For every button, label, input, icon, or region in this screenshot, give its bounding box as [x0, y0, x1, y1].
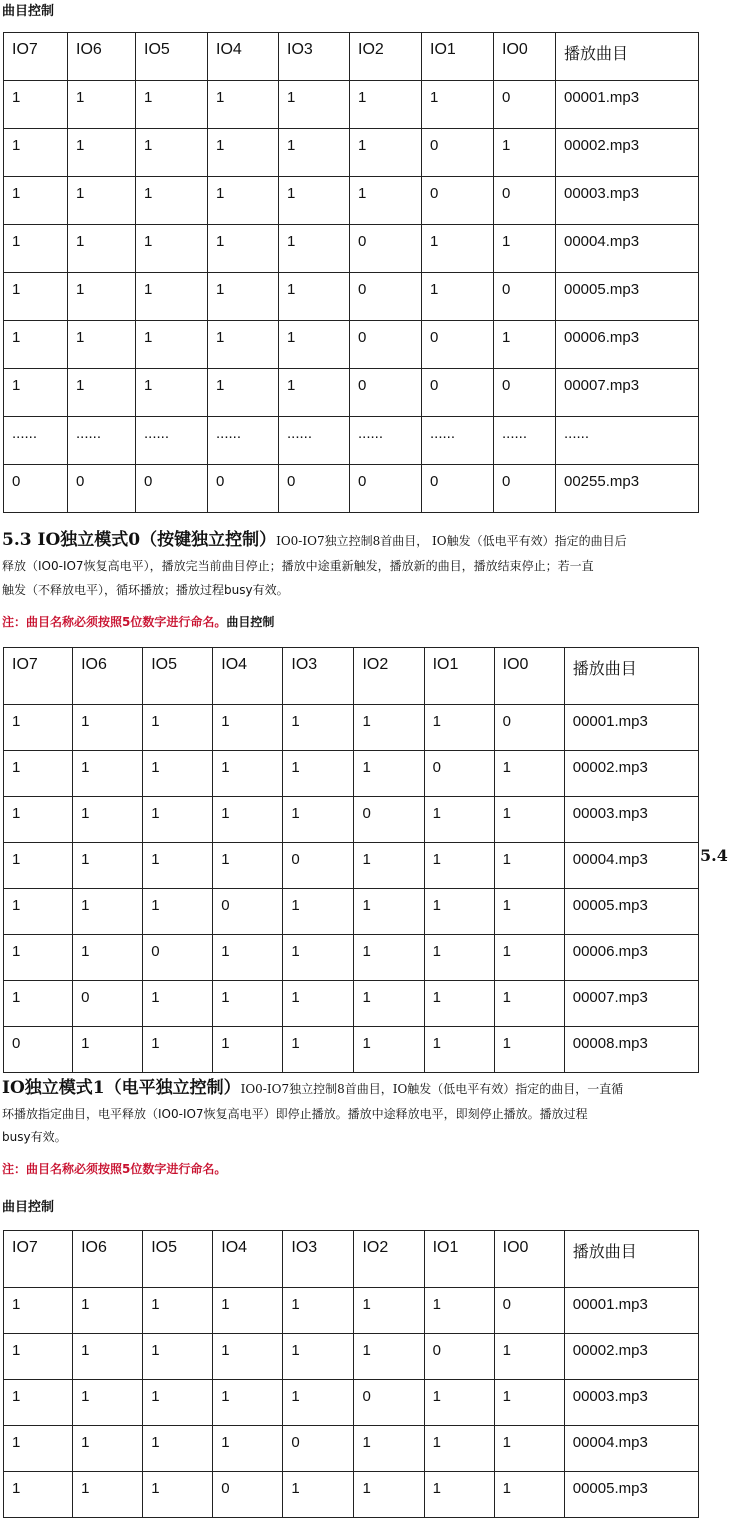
io-level-cell: 1 — [424, 1426, 494, 1472]
io-level-cell: 1 — [143, 705, 213, 751]
io-level-cell: 0 — [283, 1426, 354, 1472]
io-level-cell: 1 — [143, 1288, 213, 1334]
io-level-cell: 1 — [494, 797, 564, 843]
io-level-cell: 1 — [143, 1472, 213, 1518]
section-5-3-note: 注：曲目名称必须按照5位数字进行命名。 — [2, 615, 227, 629]
table-row — [4, 751, 699, 797]
io-level-cell: 0 — [424, 751, 494, 797]
io-level-cell: 0 — [494, 705, 564, 751]
io-level-cell: 1 — [136, 177, 208, 225]
io-level-cell: 0 — [354, 797, 424, 843]
io-level-cell: 1 — [73, 889, 143, 935]
io-level-cell: 1 — [73, 1288, 143, 1334]
io-level-cell: 1 — [68, 273, 136, 321]
table-row — [4, 177, 699, 225]
io-level-cell: 1 — [73, 1027, 143, 1073]
io-level-cell: 1 — [213, 935, 283, 981]
track-file-cell: 00002.mp3 — [564, 1334, 698, 1380]
io-level-cell: 1 — [279, 273, 350, 321]
io-level-cell: 1 — [350, 129, 422, 177]
table-row — [4, 1027, 699, 1073]
io-level-cell: 1 — [494, 1472, 564, 1518]
io-level-cell: 0 — [494, 273, 556, 321]
io-level-cell: 1 — [4, 1380, 73, 1426]
io-level-cell: 0 — [422, 177, 494, 225]
table-row — [4, 225, 699, 273]
io-level-cell: 1 — [424, 705, 494, 751]
track-file-cell: 00005.mp3 — [564, 1472, 698, 1518]
table-row — [4, 935, 699, 981]
table-header-cell: IO7 — [4, 33, 68, 81]
io-level-cell: 1 — [350, 81, 422, 129]
io-level-cell: 1 — [73, 935, 143, 981]
io-level-cell: 1 — [213, 1334, 283, 1380]
io-level-cell: 1 — [354, 1288, 424, 1334]
io-level-cell: 1 — [354, 1027, 424, 1073]
io-level-cell: 1 — [136, 321, 208, 369]
table-header-cell: IO5 — [143, 648, 213, 705]
io-level-cell: 0 — [73, 981, 143, 1027]
table-row — [4, 273, 699, 321]
io-level-cell: 1 — [279, 177, 350, 225]
io-level-cell: 1 — [73, 705, 143, 751]
io-level-cell: 1 — [283, 1288, 354, 1334]
io-level-cell: ...... — [136, 417, 208, 465]
section-5-3-text-2: 释放（IO0-IO7恢复高电平），播放完当前曲目停止；播放中途重新触发，播放新的曲目，播放结束停止；若一直 — [2, 559, 594, 573]
io-level-cell: 1 — [4, 843, 73, 889]
io-level-cell: 1 — [136, 273, 208, 321]
io-level-cell: 1 — [4, 1334, 73, 1380]
io-level-cell: 1 — [4, 797, 73, 843]
io-level-cell: ...... — [350, 417, 422, 465]
track-file-cell: 00003.mp3 — [564, 1380, 698, 1426]
io-level-cell: 1 — [4, 81, 68, 129]
io-level-cell: 1 — [208, 273, 279, 321]
io-level-cell: 0 — [4, 465, 68, 513]
track-file-cell: 00004.mp3 — [564, 843, 698, 889]
io-level-cell: 1 — [283, 1334, 354, 1380]
io-level-cell: 1 — [283, 1472, 354, 1518]
io-level-cell: ...... — [279, 417, 350, 465]
io-level-cell: 1 — [68, 321, 136, 369]
io-level-cell: 1 — [424, 797, 494, 843]
io-level-cell: 0 — [208, 465, 279, 513]
io-level-cell: 1 — [354, 889, 424, 935]
io-level-cell: 1 — [208, 225, 279, 273]
io-level-cell: 1 — [73, 1334, 143, 1380]
io-level-cell: 0 — [143, 935, 213, 981]
io-level-cell: 1 — [354, 843, 424, 889]
io-level-cell: 1 — [143, 889, 213, 935]
table-header-cell: IO1 — [424, 648, 494, 705]
table-row — [4, 1472, 699, 1518]
io-level-cell: 1 — [136, 129, 208, 177]
io-level-cell: 1 — [4, 177, 68, 225]
io-level-cell: 1 — [68, 81, 136, 129]
section-5-3-note-tail: 曲目控制 — [226, 615, 275, 629]
io-level-cell: 1 — [494, 1027, 564, 1073]
table-header-cell: IO0 — [494, 1231, 564, 1288]
io-level-cell: 1 — [422, 225, 494, 273]
io-level-cell: 1 — [283, 935, 354, 981]
io-level-cell: 1 — [136, 369, 208, 417]
track-file-cell: 00005.mp3 — [564, 889, 698, 935]
table-header-cell: IO3 — [283, 1231, 354, 1288]
track-file-cell: 00255.mp3 — [556, 465, 699, 513]
io-level-cell: 1 — [494, 1426, 564, 1472]
io-level-cell: 1 — [208, 81, 279, 129]
io-level-cell: 1 — [208, 321, 279, 369]
track-file-cell: 00002.mp3 — [564, 751, 698, 797]
io-level-cell: 1 — [73, 843, 143, 889]
io-level-cell: 1 — [283, 981, 354, 1027]
section-5-4-number: 5.4 — [700, 846, 728, 865]
io-level-cell: 0 — [350, 225, 422, 273]
table-header-cell: IO2 — [354, 648, 424, 705]
io-level-cell: 1 — [283, 797, 354, 843]
table-header-cell: IO6 — [68, 33, 136, 81]
io-level-cell: 0 — [213, 1472, 283, 1518]
io-level-cell: 1 — [354, 981, 424, 1027]
io-level-cell: 1 — [143, 1334, 213, 1380]
io-level-cell: 0 — [422, 465, 494, 513]
io-level-cell: 1 — [424, 1472, 494, 1518]
io-level-cell: 1 — [279, 81, 350, 129]
io-level-cell: 0 — [422, 321, 494, 369]
table-row — [4, 81, 699, 129]
table-header-cell: 播放曲目 — [564, 1231, 698, 1288]
table-header-cell: IO5 — [143, 1231, 213, 1288]
table-row — [4, 797, 699, 843]
track-table-mode1 — [3, 1230, 699, 1518]
table-header-cell: IO4 — [213, 648, 283, 705]
section-5-4-text-1: IO0-IO7独立控制8首曲目，IO触发（低电平有效）指定的曲目，一直循 — [240, 1082, 624, 1096]
table-header-cell: IO5 — [136, 33, 208, 81]
io-level-cell: 0 — [422, 129, 494, 177]
io-level-cell: ...... — [208, 417, 279, 465]
table-header-cell: IO7 — [4, 648, 73, 705]
section-5-3-text-3: 触发（不释放电平），循环播放；播放过程busy有效。 — [2, 583, 289, 597]
io-level-cell: 1 — [143, 843, 213, 889]
io-level-cell: 0 — [350, 321, 422, 369]
table-header-cell: IO1 — [422, 33, 494, 81]
io-level-cell: 1 — [4, 225, 68, 273]
io-level-cell: 1 — [494, 1380, 564, 1426]
track-file-cell: 00003.mp3 — [556, 177, 699, 225]
io-level-cell: 1 — [494, 889, 564, 935]
io-level-cell: 1 — [143, 981, 213, 1027]
io-level-cell: 1 — [208, 369, 279, 417]
table-header-cell: IO0 — [494, 33, 556, 81]
io-level-cell: 1 — [68, 225, 136, 273]
io-level-cell: 1 — [279, 225, 350, 273]
io-level-cell: ...... — [422, 417, 494, 465]
io-level-cell: 1 — [213, 1426, 283, 1472]
io-level-cell: 1 — [73, 797, 143, 843]
io-level-cell: 0 — [350, 273, 422, 321]
io-level-cell: 1 — [283, 889, 354, 935]
table-row — [4, 1334, 699, 1380]
io-level-cell: 0 — [494, 81, 556, 129]
io-level-cell: 1 — [279, 321, 350, 369]
io-level-cell: 0 — [424, 1334, 494, 1380]
io-level-cell: 1 — [494, 225, 556, 273]
io-level-cell: 1 — [424, 935, 494, 981]
io-level-cell: 1 — [213, 1288, 283, 1334]
table-header-cell: IO6 — [73, 648, 143, 705]
io-level-cell: 1 — [283, 705, 354, 751]
io-level-cell: 1 — [4, 129, 68, 177]
io-level-cell: 1 — [4, 273, 68, 321]
io-level-cell: 0 — [422, 369, 494, 417]
io-level-cell: 1 — [213, 705, 283, 751]
io-level-cell: 0 — [494, 465, 556, 513]
io-level-cell: 0 — [283, 843, 354, 889]
io-level-cell: 1 — [213, 981, 283, 1027]
io-level-cell: 1 — [68, 129, 136, 177]
io-level-cell: 1 — [494, 1334, 564, 1380]
io-level-cell: 1 — [424, 1027, 494, 1073]
io-level-cell: 1 — [283, 1380, 354, 1426]
io-level-cell: 1 — [424, 981, 494, 1027]
table-header-cell: IO0 — [494, 648, 564, 705]
track-file-cell: ...... — [556, 417, 699, 465]
io-level-cell: 1 — [424, 843, 494, 889]
io-level-cell: 0 — [136, 465, 208, 513]
io-level-cell: 1 — [494, 751, 564, 797]
io-level-cell: 1 — [73, 751, 143, 797]
table-row — [4, 417, 699, 465]
io-level-cell: 1 — [354, 1426, 424, 1472]
table-row — [4, 843, 699, 889]
table-row — [4, 321, 699, 369]
track-control-label-top: 曲目控制 — [2, 4, 55, 19]
track-file-cell: 00001.mp3 — [556, 81, 699, 129]
section-5-4-heading: IO独立模式1（电平独立控制） — [2, 1078, 241, 1098]
table-row — [4, 889, 699, 935]
table-header-cell: IO6 — [73, 1231, 143, 1288]
io-level-cell: 1 — [279, 129, 350, 177]
track-file-cell: 00004.mp3 — [564, 1426, 698, 1472]
io-level-cell: 1 — [73, 1380, 143, 1426]
io-level-cell: 1 — [4, 935, 73, 981]
track-table-binary — [3, 32, 699, 513]
table-header-row — [4, 1231, 699, 1288]
section-5-3 — [2, 529, 750, 553]
table-header-cell: IO2 — [354, 1231, 424, 1288]
io-level-cell: 1 — [4, 981, 73, 1027]
section-5-3-note-line — [2, 611, 274, 630]
io-level-cell: 0 — [68, 465, 136, 513]
io-level-cell: 1 — [4, 1426, 73, 1472]
io-level-cell: 0 — [279, 465, 350, 513]
table-row — [4, 465, 699, 513]
io-level-cell: 0 — [350, 369, 422, 417]
io-level-cell: ...... — [4, 417, 68, 465]
section-5-4-text-2: 环播放指定曲目，电平释放（IO0-IO7恢复高电平）即停止播放。播放中途释放电平，即刻停止播放。播放过程 — [2, 1107, 588, 1121]
table-row — [4, 1426, 699, 1472]
io-level-cell: 1 — [68, 177, 136, 225]
table-header-row — [4, 33, 699, 81]
io-level-cell: 1 — [73, 1426, 143, 1472]
table-header-cell: 播放曲目 — [564, 648, 698, 705]
io-level-cell: 0 — [494, 1288, 564, 1334]
io-level-cell: 0 — [213, 889, 283, 935]
io-level-cell: 1 — [354, 1472, 424, 1518]
io-level-cell: 1 — [494, 981, 564, 1027]
io-level-cell: 1 — [136, 81, 208, 129]
io-level-cell: 1 — [283, 1027, 354, 1073]
track-file-cell: 00005.mp3 — [556, 273, 699, 321]
io-level-cell: 1 — [424, 889, 494, 935]
table-header-cell: IO7 — [4, 1231, 73, 1288]
io-level-cell: 1 — [143, 1380, 213, 1426]
io-level-cell: ...... — [494, 417, 556, 465]
io-level-cell: 0 — [494, 369, 556, 417]
table-row — [4, 705, 699, 751]
io-level-cell: 1 — [4, 1288, 73, 1334]
section-5-4-text-3: busy有效。 — [2, 1130, 67, 1144]
io-level-cell: 1 — [143, 1426, 213, 1472]
io-level-cell: 1 — [143, 751, 213, 797]
table-row — [4, 1288, 699, 1334]
io-level-cell: 1 — [354, 705, 424, 751]
io-level-cell: 1 — [4, 751, 73, 797]
io-level-cell: 1 — [68, 369, 136, 417]
table-header-cell: IO4 — [208, 33, 279, 81]
table-row — [4, 1380, 699, 1426]
io-level-cell: 1 — [422, 273, 494, 321]
io-level-cell: 1 — [73, 1472, 143, 1518]
io-level-cell: 1 — [422, 81, 494, 129]
io-level-cell: 1 — [213, 751, 283, 797]
io-level-cell: 1 — [213, 843, 283, 889]
io-level-cell: 1 — [4, 369, 68, 417]
table-header-cell: 播放曲目 — [556, 33, 699, 81]
io-level-cell: 1 — [354, 751, 424, 797]
track-file-cell: 00007.mp3 — [564, 981, 698, 1027]
io-level-cell: 1 — [354, 935, 424, 981]
io-level-cell: 1 — [424, 1380, 494, 1426]
track-table-mode0 — [3, 647, 699, 1073]
track-control-label-5-4: 曲目控制 — [2, 1200, 55, 1215]
table-row — [4, 369, 699, 417]
track-file-cell: 00006.mp3 — [556, 321, 699, 369]
io-level-cell: 1 — [279, 369, 350, 417]
io-level-cell: 1 — [213, 1380, 283, 1426]
io-level-cell: 1 — [494, 321, 556, 369]
table-header-cell: IO2 — [350, 33, 422, 81]
io-level-cell: 1 — [208, 129, 279, 177]
track-file-cell: 00001.mp3 — [564, 1288, 698, 1334]
io-level-cell: 1 — [213, 1027, 283, 1073]
table-header-cell: IO3 — [279, 33, 350, 81]
io-level-cell: 1 — [4, 1472, 73, 1518]
io-level-cell: 1 — [143, 797, 213, 843]
table-row — [4, 129, 699, 177]
io-level-cell: 1 — [494, 935, 564, 981]
section-5-3-text-1: IO0-IO7独立控制8首曲目， IO触发（低电平有效）指定的曲目后 — [276, 534, 627, 548]
io-level-cell: 1 — [4, 889, 73, 935]
table-header-row — [4, 648, 699, 705]
io-level-cell: 1 — [213, 797, 283, 843]
section-5-4-note: 注：曲目名称必须按照5位数字进行命名。 — [2, 1162, 227, 1176]
table-header-cell: IO1 — [424, 1231, 494, 1288]
io-level-cell: 0 — [354, 1380, 424, 1426]
track-file-cell: 00001.mp3 — [564, 705, 698, 751]
io-level-cell: 1 — [4, 321, 68, 369]
table-header-cell: IO3 — [283, 648, 354, 705]
io-level-cell: 1 — [208, 177, 279, 225]
io-level-cell: 1 — [494, 843, 564, 889]
table-header-cell: IO4 — [213, 1231, 283, 1288]
io-level-cell: 1 — [424, 1288, 494, 1334]
track-file-cell: 00004.mp3 — [556, 225, 699, 273]
io-level-cell: 1 — [283, 751, 354, 797]
io-level-cell: 1 — [4, 705, 73, 751]
io-level-cell: 1 — [350, 177, 422, 225]
io-level-cell: 0 — [4, 1027, 73, 1073]
io-level-cell: 1 — [494, 129, 556, 177]
track-file-cell: 00002.mp3 — [556, 129, 699, 177]
io-level-cell: 0 — [350, 465, 422, 513]
track-file-cell: 00003.mp3 — [564, 797, 698, 843]
table-row — [4, 981, 699, 1027]
io-level-cell: 1 — [143, 1027, 213, 1073]
io-level-cell: 1 — [136, 225, 208, 273]
track-file-cell: 00007.mp3 — [556, 369, 699, 417]
section-5-4 — [2, 1077, 750, 1101]
section-5-3-heading: 5.3 IO独立模式0（按键独立控制） — [2, 530, 277, 550]
track-file-cell: 00006.mp3 — [564, 935, 698, 981]
io-level-cell: 0 — [494, 177, 556, 225]
io-level-cell: ...... — [68, 417, 136, 465]
track-file-cell: 00008.mp3 — [564, 1027, 698, 1073]
io-level-cell: 1 — [354, 1334, 424, 1380]
